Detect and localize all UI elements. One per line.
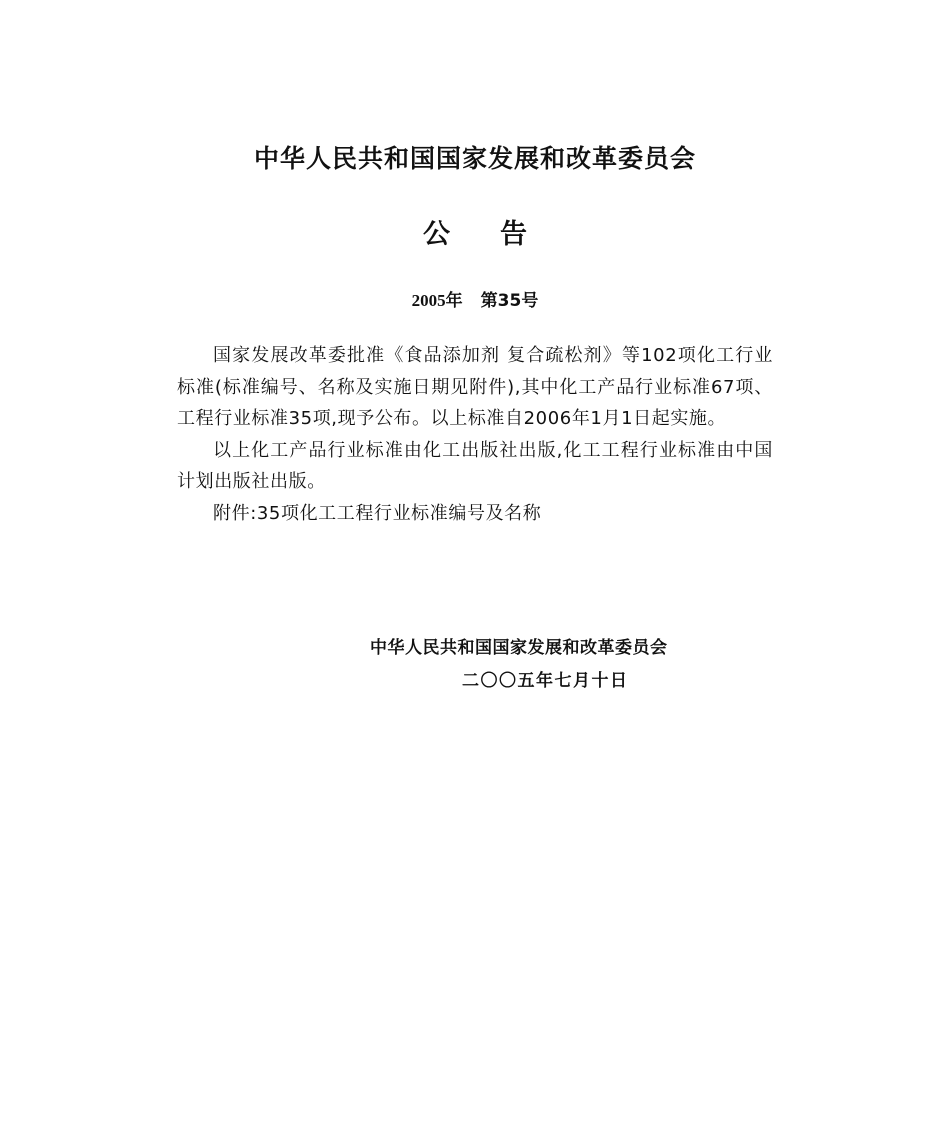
body-paragraph-approval: 国家发展改革委批准《食品添加剂 复合疏松剂》等102项化工行业标准(标准编号、名称及实施日期见附件),其中化工产品行业标准67项、工程行业标准35项,现予公布。以上标准自2006年1月1日起实施。 <box>177 345 773 429</box>
signature-organization: 中华人民共和国国家发展和改革委员会 <box>370 638 668 658</box>
document-type-heading: 公告 <box>423 219 577 250</box>
signature-date: 二〇〇五年七月十日 <box>462 671 629 691</box>
document-number <box>0 286 950 311</box>
body-paragraph-publishers: 以上化工产品行业标准由化工出版社出版,化工工程行业标准由中国计划出版社出版。 <box>177 439 773 492</box>
issuer-title: 中华人民共和国国家发展和改革委员会 <box>253 144 696 173</box>
document-serial: 第35号 <box>480 291 539 311</box>
body-paragraph-attachment: 附件:35项化工工程行业标准编号及名称 <box>213 502 542 524</box>
announcement-body <box>177 340 773 529</box>
document-year: 2005年 <box>411 291 463 310</box>
